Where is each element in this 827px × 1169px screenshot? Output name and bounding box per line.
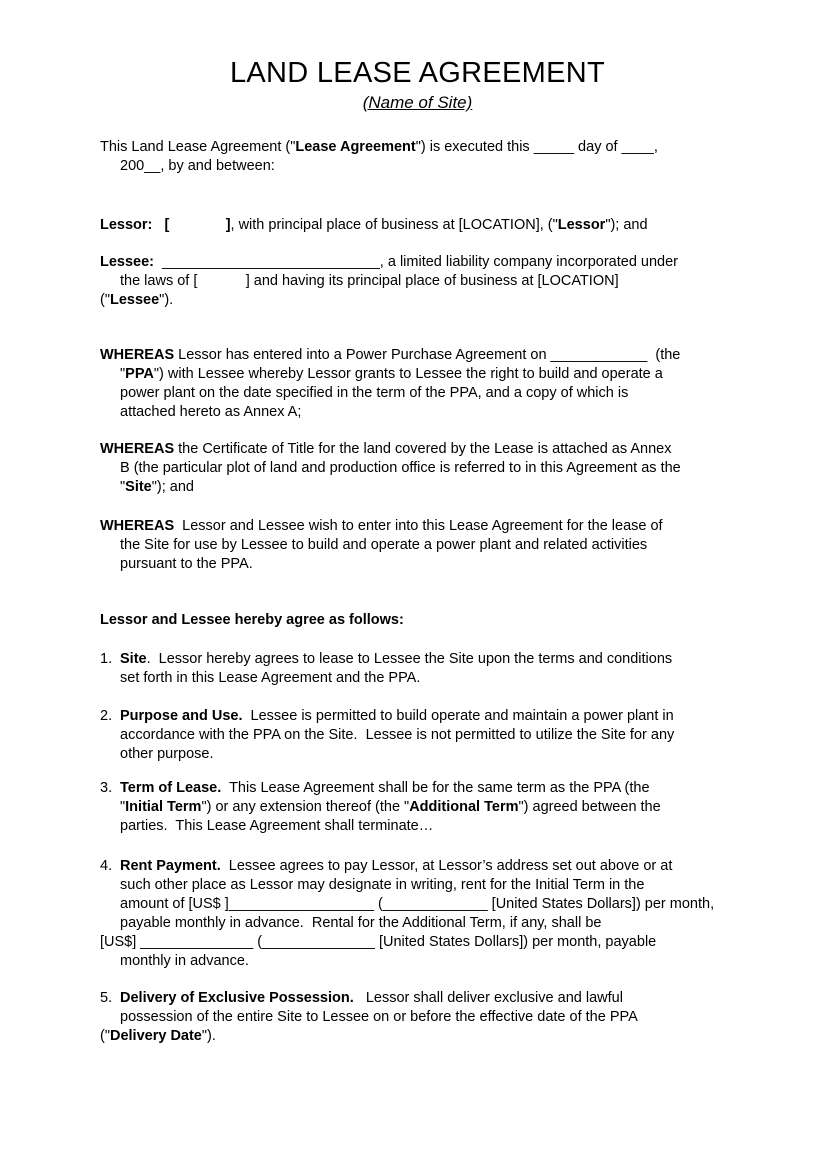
text-line	[100, 216, 735, 235]
list-marker: 2.	[100, 708, 113, 724]
text-line	[100, 1027, 735, 1046]
list-marker: 5.	[100, 990, 113, 1006]
text-segment: other purpose.	[120, 746, 214, 762]
text-segment: PPA	[125, 366, 154, 382]
text-line	[100, 384, 735, 403]
text-segment: This Land Lease Agreement ("	[100, 139, 296, 155]
text-line	[100, 952, 735, 971]
list-item-clause-delivery	[100, 989, 735, 1046]
text-segment: Purpose and Use.	[120, 708, 243, 724]
text-segment: "); and	[151, 479, 194, 495]
whereas-ppa	[100, 346, 735, 422]
text-line	[100, 536, 735, 555]
text-segment: ").	[159, 292, 174, 308]
text-segment: possession of the entire Site to Lessee on or before the effective date of the PPA	[120, 1009, 638, 1025]
text-segment: This Lease Agreement shall be for the same term as the PPA (the	[221, 780, 650, 796]
list-item-clause-rent	[100, 857, 735, 971]
text-line	[100, 272, 735, 291]
lessee-paragraph	[100, 253, 735, 310]
text-segment: ") agreed between the	[518, 799, 661, 815]
text-line	[100, 157, 735, 176]
text-segment: 200__, by and between:	[120, 158, 275, 174]
text-segment: the Site for use by Lessee to build and operate a power plant and related activities	[120, 537, 648, 553]
text-segment: Lessor has entered into a Power Purchase Agreement on ____________ (the	[174, 347, 681, 363]
text-segment: Site	[120, 651, 147, 667]
text-segment: Initial Term	[125, 799, 202, 815]
text-segment: "	[120, 366, 126, 382]
document-subtitle-wrap	[100, 92, 735, 114]
text-line	[100, 478, 735, 497]
text-segment: ("	[100, 292, 110, 308]
text-line	[100, 726, 735, 745]
text-segment: Lessor and Lessee hereby agree as follows:	[100, 612, 404, 628]
text-line	[100, 914, 735, 933]
agreement-heading	[100, 611, 735, 630]
text-segment: parties. This Lease Agreement shall terminate…	[120, 818, 434, 834]
list-marker: 4.	[100, 858, 113, 874]
document-title: LAND LEASE AGREEMENT	[229, 57, 606, 89]
text-segment: Lessee is permitted to build operate and maintain a power plant in	[242, 708, 674, 724]
document-subtitle: (Name of Site)	[362, 93, 473, 112]
list-item-clause-purpose	[100, 707, 735, 764]
text-line	[100, 707, 735, 726]
text-segment: pursuant to the PPA.	[120, 556, 253, 572]
text-segment: the Certificate of Title for the land covered by the Lease is attached as Annex	[174, 441, 672, 457]
text-segment: ("	[100, 1028, 110, 1044]
text-segment: [US$] ______________ (______________ [United States Dollars]) per month, payable	[100, 934, 657, 950]
text-line	[100, 403, 735, 422]
text-line	[100, 876, 735, 895]
text-segment: Lessee agrees to pay Lessor, at Lessor’s address set out above or at	[220, 858, 673, 874]
text-segment: "	[120, 799, 126, 815]
text-line	[100, 745, 735, 764]
text-segment: Lessee	[109, 292, 160, 308]
text-line	[100, 817, 735, 836]
text-segment: ") with Lessee whereby Lessor grants to Lessee the right to build and operate a	[153, 366, 663, 382]
text-line	[100, 440, 735, 459]
text-line	[100, 517, 735, 536]
text-line	[100, 253, 735, 272]
whereas-lease	[100, 517, 735, 574]
list-item-clause-site	[100, 650, 735, 688]
text-segment: Lease Agreement	[295, 139, 416, 155]
text-segment: attached hereto as Annex A;	[120, 404, 302, 420]
text-segment: WHEREAS	[100, 518, 175, 534]
text-line	[100, 895, 735, 914]
list-marker: 3.	[100, 780, 113, 796]
text-segment: monthly in advance.	[120, 953, 249, 969]
text-segment: Lessee:	[100, 254, 155, 270]
document-content	[100, 138, 735, 1046]
text-segment: Site	[125, 479, 152, 495]
text-segment: ").	[201, 1028, 216, 1044]
text-line	[100, 989, 735, 1008]
text-line	[100, 669, 735, 688]
text-segment: "	[120, 479, 126, 495]
list-marker: 1.	[100, 651, 113, 667]
text-segment: B (the particular plot of land and production office is referred to in this Agreement as the	[120, 460, 681, 476]
whereas-title	[100, 440, 735, 497]
text-segment: ") is executed this _____ day of ____,	[415, 139, 658, 155]
text-segment: the laws of [ ] and having its principal place of business at [LOCATION]	[120, 273, 619, 289]
text-segment: set forth in this Lease Agreement and the PPA.	[120, 670, 421, 686]
text-line	[100, 857, 735, 876]
text-segment: Lessor: [ ]	[100, 217, 231, 233]
text-line	[100, 650, 735, 669]
text-segment: Delivery Date	[109, 1028, 202, 1044]
text-line	[100, 346, 735, 365]
text-segment: power plant on the date specified in the term of the PPA, and a copy of which is	[120, 385, 629, 401]
text-segment: Additional Term	[409, 799, 519, 815]
text-segment: Delivery of Exclusive Possession.	[120, 990, 354, 1006]
intro-paragraph	[100, 138, 735, 176]
text-segment: ___________________________, a limited liability company incorporated under	[154, 254, 679, 270]
text-segment: . Lessor hereby agrees to lease to Lessee the Site upon the terms and conditions	[146, 651, 673, 667]
text-line	[100, 779, 735, 798]
text-segment: amount of [US$ ]__________________ (_____________ [United States Dollars]) per month,	[120, 896, 715, 912]
text-line	[100, 555, 735, 574]
text-segment: WHEREAS	[100, 347, 175, 363]
text-segment: WHEREAS	[100, 441, 175, 457]
list-item-clause-term	[100, 779, 735, 836]
text-line	[100, 1008, 735, 1027]
text-segment: Lessor shall deliver exclusive and lawful	[353, 990, 623, 1006]
text-segment: Lessor and Lessee wish to enter into this Lease Agreement for the lease of	[174, 518, 663, 534]
text-segment: Term of Lease.	[120, 780, 222, 796]
text-line	[100, 933, 735, 952]
text-segment: , with principal place of business at [LOCATION], ("	[230, 217, 558, 233]
text-line	[100, 611, 735, 630]
text-segment: ") or any extension thereof (the "	[201, 799, 410, 815]
text-segment: such other place as Lessor may designate in writing, rent for the Initial Term in the	[120, 877, 645, 893]
text-line	[100, 138, 735, 157]
text-line	[100, 365, 735, 384]
text-segment: payable monthly in advance. Rental for the Additional Term, if any, shall be	[120, 915, 602, 931]
text-line	[100, 459, 735, 478]
text-line	[100, 291, 735, 310]
text-segment: accordance with the PPA on the Site. Lessee is not permitted to utilize the Site for any	[120, 727, 675, 743]
text-segment: Lessor	[557, 217, 606, 233]
text-segment: Rent Payment.	[120, 858, 221, 874]
text-line	[100, 798, 735, 817]
text-segment: "); and	[605, 217, 648, 233]
lessor-paragraph	[100, 216, 735, 235]
